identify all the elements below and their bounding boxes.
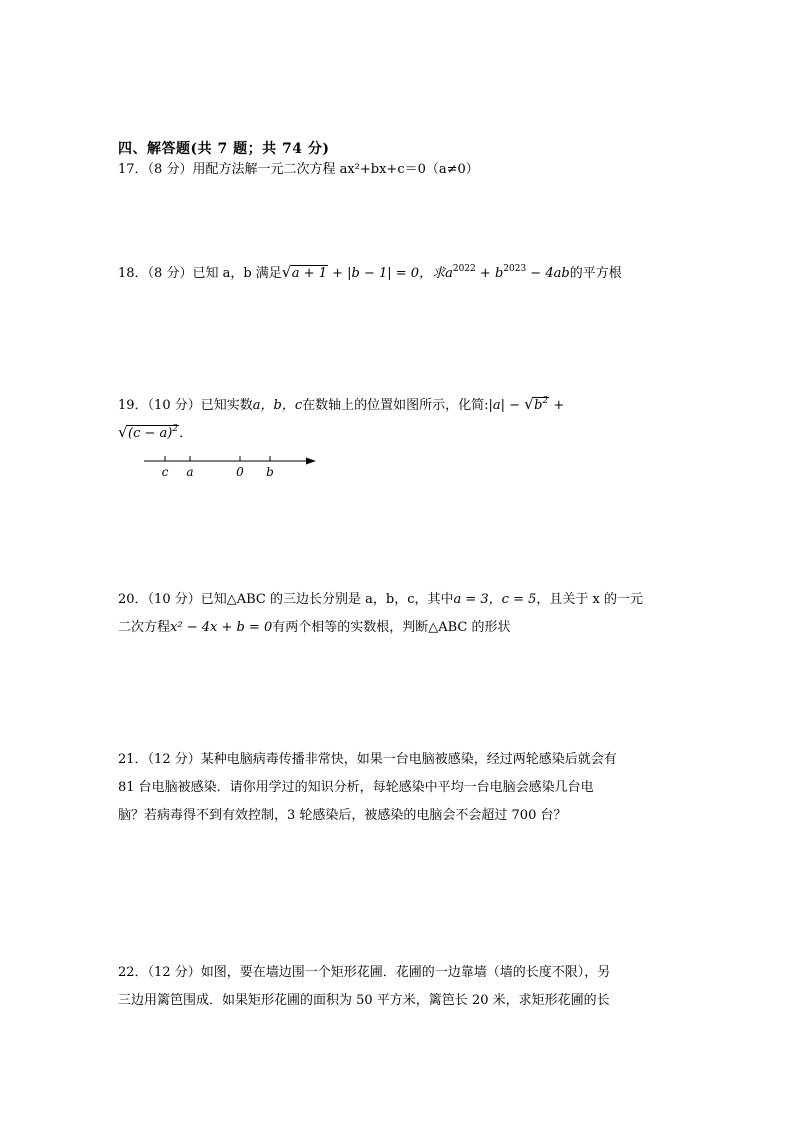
number-line-figure	[140, 450, 330, 484]
question-19-line1	[118, 396, 564, 416]
number-line-label-c: c	[161, 465, 169, 479]
q19-mid: 在数轴上的位置如图所示，化简:	[302, 398, 489, 413]
q20-line1-post: ，且关于 x 的一元	[536, 592, 643, 607]
q19-score: （10 分）	[147, 398, 201, 413]
q18-post: 的平方根	[569, 266, 622, 281]
q21-number: 21．	[118, 752, 148, 767]
section-title: 四、解答题(共 7 题；共 74 分)	[118, 141, 330, 157]
q20-score: （10 分）	[147, 592, 201, 607]
q19-sqrt1	[524, 396, 549, 416]
q18-score: （8 分）	[147, 266, 193, 281]
q20-line1-pre: 已知△ABC 的三边长分别是 a，b，c，其中	[200, 592, 454, 607]
question-22-line2: 三边用篱笆围成．如果矩形花圃的面积为 50 平方米，篱笆长 20 米，求矩形花圃的长	[118, 993, 610, 1008]
q20-line2-post: 有两个相等的实数根，判断△ABC 的形状	[272, 620, 511, 635]
number-line-label-a: a	[186, 465, 194, 479]
radical-sign-icon: √	[281, 263, 292, 281]
q19-rad1-exp: 2	[542, 396, 549, 406]
q21-line1: 某种电脑病毒传播非常快，如果一台电脑被感染，经过两轮感染后就会有	[200, 752, 617, 767]
question-21-line3: 脑？若病毒得不到有效控制，3 轮感染后，被感染的电脑会不会超过 700 台？	[118, 808, 567, 823]
q19-radicand1: b	[534, 398, 543, 413]
q20-condition: a = 3，c = 5	[453, 592, 537, 607]
q18-number: 18．	[118, 266, 148, 281]
q18-tail: − 4ab	[526, 266, 570, 281]
q17-number: 17．	[118, 162, 148, 177]
question-18	[118, 264, 622, 284]
q18-exp2: 2023	[503, 264, 527, 274]
q18-radicand: a + 1	[291, 266, 327, 281]
q19-pre: 已知实数	[200, 398, 253, 413]
question-20-line1	[118, 590, 643, 610]
q20-equation: x² − 4x + b = 0	[170, 620, 273, 635]
question-21-line2: 81 台电脑被感染．请你用学过的知识分析，每轮感染中平均一台电脑会感染几台电	[118, 780, 594, 795]
q19-end: ．	[179, 426, 193, 441]
number-line-label-b: b	[266, 465, 274, 479]
q19-number: 19．	[118, 398, 148, 413]
q19-rad2-exp: 2	[172, 424, 179, 434]
q22-line1: 如图，要在墙边围一个矩形花圃．花圃的一边靠墙（墙的长度不限），另	[200, 965, 611, 980]
q21-score: （12 分）	[147, 752, 201, 767]
q19-vars: a，b，c	[252, 398, 303, 413]
q18-term1: a	[445, 266, 453, 281]
q18-mid: + |b − 1| = 0，求	[327, 266, 446, 281]
arrow-right-icon	[306, 458, 316, 465]
q18-sqrt	[282, 264, 328, 284]
q17-text: 用配方法解一元二次方程 ax²+bx+c＝0（a≠0）	[192, 162, 479, 177]
q18-term2: b	[494, 266, 504, 281]
radical-sign-icon: √	[118, 423, 128, 441]
radical-sign-icon: √	[524, 395, 534, 413]
q19-plus: +	[549, 398, 565, 413]
q22-score: （12 分）	[147, 965, 201, 980]
q22-number: 22．	[118, 965, 148, 980]
question-17	[118, 160, 479, 180]
question-19-line2	[118, 424, 192, 444]
question-22-line1	[118, 963, 610, 983]
q18-exp1: 2022	[452, 264, 476, 274]
q17-score: （8 分）	[147, 162, 193, 177]
question-21-line1	[118, 750, 617, 770]
q19-radicand2: (c − a)	[128, 426, 173, 441]
q18-plus: +	[475, 266, 495, 281]
q18-pre: 已知 a，b 满足	[192, 266, 282, 281]
q20-line2-pre: 二次方程	[118, 620, 171, 635]
q20-number: 20．	[118, 592, 148, 607]
q19-expr1: |a| −	[488, 398, 525, 413]
q19-sqrt2	[118, 424, 179, 444]
question-20-line2	[118, 618, 511, 638]
number-line-label-0: 0	[236, 465, 244, 479]
